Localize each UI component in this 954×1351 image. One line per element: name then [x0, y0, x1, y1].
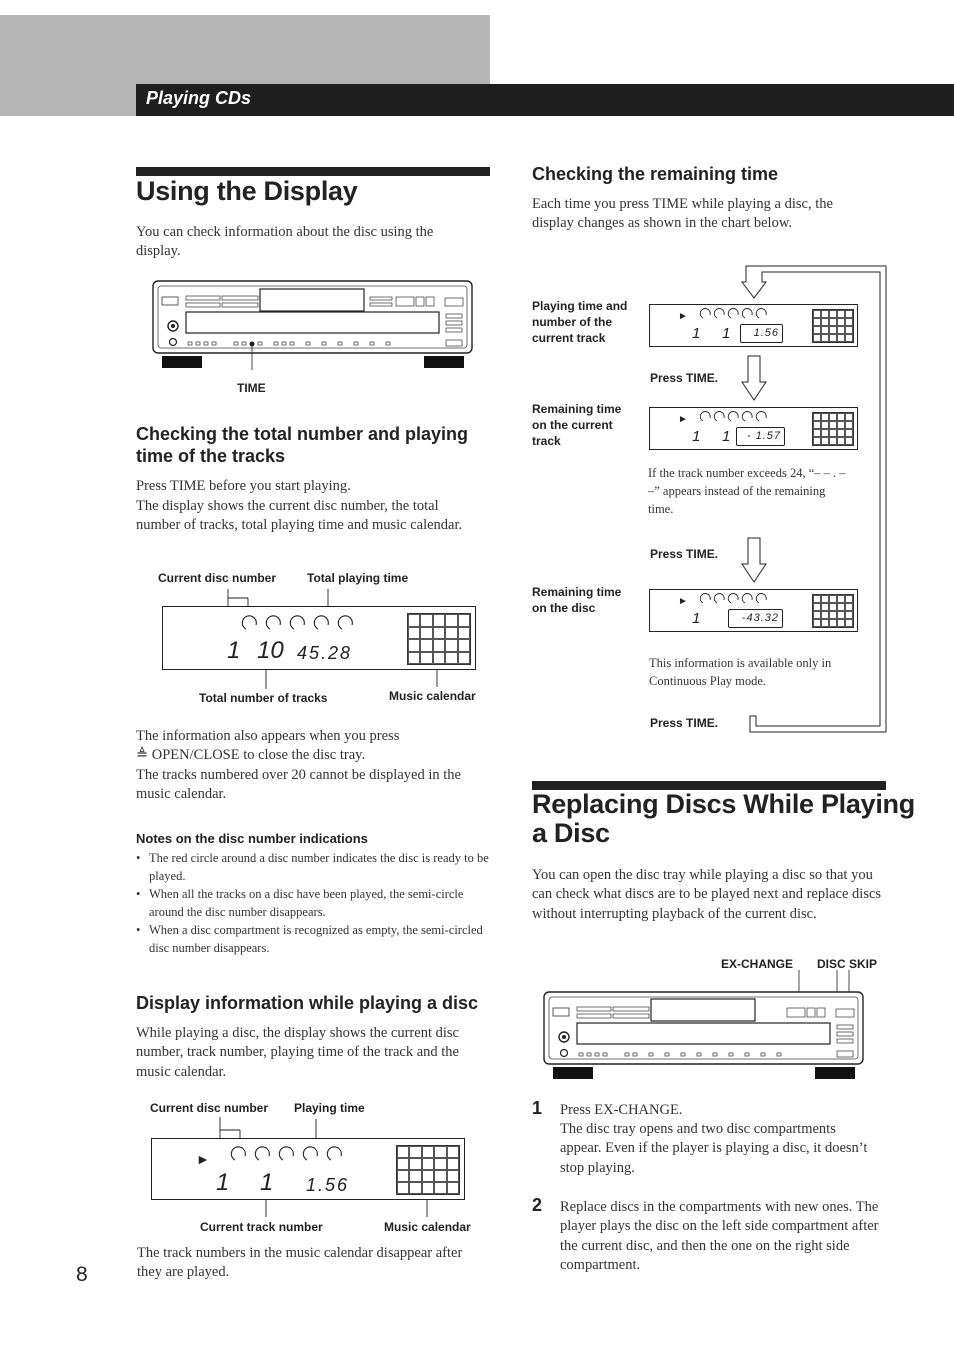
play-icon: ► — [678, 414, 688, 425]
note-item: • When all the tracks on a disc have been played, the semi-circle around the disc number disappears. — [136, 885, 490, 921]
lcd-time: -43.32 — [728, 609, 783, 628]
label-exchange: EX-CHANGE — [721, 957, 794, 971]
lcd-display-total — [162, 606, 476, 670]
lcd-remaining-3 — [649, 589, 858, 632]
total-body-1: Press TIME before you start playing. — [136, 478, 351, 494]
lcd-remaining-2 — [649, 407, 858, 450]
play-icon: ► — [678, 596, 688, 607]
note-item: • The red circle around a disc number indicates the disc is ready to be played. — [136, 849, 490, 885]
disc-semicircles — [700, 409, 774, 423]
press-time-3: Press TIME. — [650, 716, 719, 730]
lcd-track-number: 1 — [260, 1169, 274, 1196]
music-calendar-grid — [396, 1145, 460, 1195]
disc-semicircles — [700, 591, 774, 605]
lcd-playing-time: 1.56 — [306, 1175, 350, 1195]
disc-semicircles — [230, 1142, 350, 1164]
music-calendar-grid — [407, 613, 471, 665]
sub-heading-playing: Display information while playing a disc — [136, 993, 479, 1013]
replacing-body: You can open the disc tray while playing a disc so that you can check what discs are to be played next and replace discs without interrupting playback of the current disc. — [532, 867, 882, 922]
total-body-2: The display shows the current disc number, the total number of tracks, total playing time and music calendar. — [136, 498, 463, 534]
sub-heading-total: Checking the total number and playing time of the tracks — [136, 424, 469, 466]
music-calendar-grid — [812, 412, 854, 446]
after-text-3: The tracks numbered over 20 cannot be displayed in the music calendar. — [136, 767, 461, 803]
step-number-1: 1 — [532, 1098, 543, 1118]
notes-list — [136, 849, 490, 957]
after-text-1: The information also appears when you press — [136, 728, 400, 744]
section-title: Playing CDs — [146, 88, 252, 108]
disc-semicircles — [241, 611, 361, 633]
page-number: 8 — [76, 1263, 88, 1286]
lcd-disc-number: 1 — [692, 610, 701, 627]
lcd-disc-number: 1 — [692, 428, 701, 445]
sub-heading-remaining: Checking the remaining time — [532, 164, 779, 184]
remaining-note-2: This information is available only in Continuous Play mode. — [649, 656, 832, 688]
play-icon: ► — [678, 311, 688, 322]
remaining-note-1: If the track number exceeds 24, “– – . – –” appears instead of the remaining time. — [648, 466, 846, 516]
label-playing-time: Playing time — [294, 1101, 365, 1115]
label-current-track: Current track number — [200, 1220, 323, 1234]
lcd-disc-number: 1 — [692, 325, 701, 342]
step-text-2: Replace discs in the compartments with new ones. The player plays the disc on the left side compartment after the current disc, and then the one on the right side compartment. — [560, 1199, 879, 1273]
press-time-2: Press TIME. — [650, 547, 719, 561]
page-title: Using the Display — [136, 176, 358, 206]
playing-after: The track numbers in the music calendar disappear after they are played. — [137, 1245, 463, 1281]
cd-player-illustration — [150, 278, 480, 370]
after-text-2: ≜ OPEN/CLOSE to close the disc tray. — [136, 747, 366, 763]
lcd-track-number: 1 — [722, 428, 731, 445]
lcd-total-time: 45.28 — [297, 643, 353, 663]
music-calendar-grid — [812, 309, 854, 343]
time-button-label: TIME — [237, 381, 266, 395]
notes-heading: Notes on the disc number indications — [136, 831, 368, 846]
play-icon: ► — [196, 1153, 210, 1168]
step-number-2: 2 — [532, 1195, 543, 1215]
label-total-time: Total playing time — [307, 571, 409, 585]
label-current-disc-2: Current disc number — [150, 1101, 269, 1115]
lcd-time: - 1.57 — [736, 427, 785, 446]
lcd-time: 1.56 — [740, 324, 783, 343]
press-time-1: Press TIME. — [650, 371, 719, 385]
label-music-calendar: Music calendar — [389, 689, 476, 703]
cd-player-illustration-2 — [541, 970, 871, 1084]
replacing-title-1: Replacing Discs While Playing — [532, 789, 915, 819]
remaining-body: Each time you press TIME while playing a disc, the display changes as shown in the chart below. — [532, 196, 833, 232]
label-music-calendar-2: Music calendar — [384, 1220, 471, 1234]
section-rule — [136, 167, 490, 176]
row-label-3: Remaining time on the disc — [532, 585, 622, 615]
lcd-disc-number: 1 — [216, 1169, 230, 1196]
label-disc-skip: DISC SKIP — [817, 957, 878, 971]
music-calendar-grid — [812, 594, 854, 628]
label-total-tracks: Total number of tracks — [199, 691, 328, 705]
note-item: • When a disc compartment is recognized as empty, the semi-circled disc number disappears. — [136, 921, 490, 957]
label-current-disc: Current disc number — [158, 571, 277, 585]
row-label-2: Remaining time on the current track — [532, 402, 622, 448]
step-lead-1: Press EX-CHANGE. — [560, 1102, 683, 1118]
disc-semicircles — [700, 306, 774, 320]
lcd-remaining-1 — [649, 304, 858, 347]
playing-body: While playing a disc, the display shows the current disc number, track number, playing time of the track and the music calendar. — [136, 1025, 459, 1080]
replacing-title-2: a Disc — [532, 818, 610, 848]
lcd-disc-number: 1 — [227, 637, 241, 664]
header-black-bar — [136, 84, 954, 116]
lcd-display-playing — [151, 1138, 465, 1200]
row-label-1: Playing time and number of the current track — [532, 299, 628, 345]
lcd-track-number: 1 — [722, 325, 731, 342]
intro-text: You can check information about the disc using the display. — [136, 224, 434, 260]
step-text-1: The disc tray opens and two disc compartments appear. Even if the player is playing a disc, it doesn’t stop playing. — [560, 1121, 868, 1176]
lcd-total-tracks: 10 — [257, 637, 284, 664]
